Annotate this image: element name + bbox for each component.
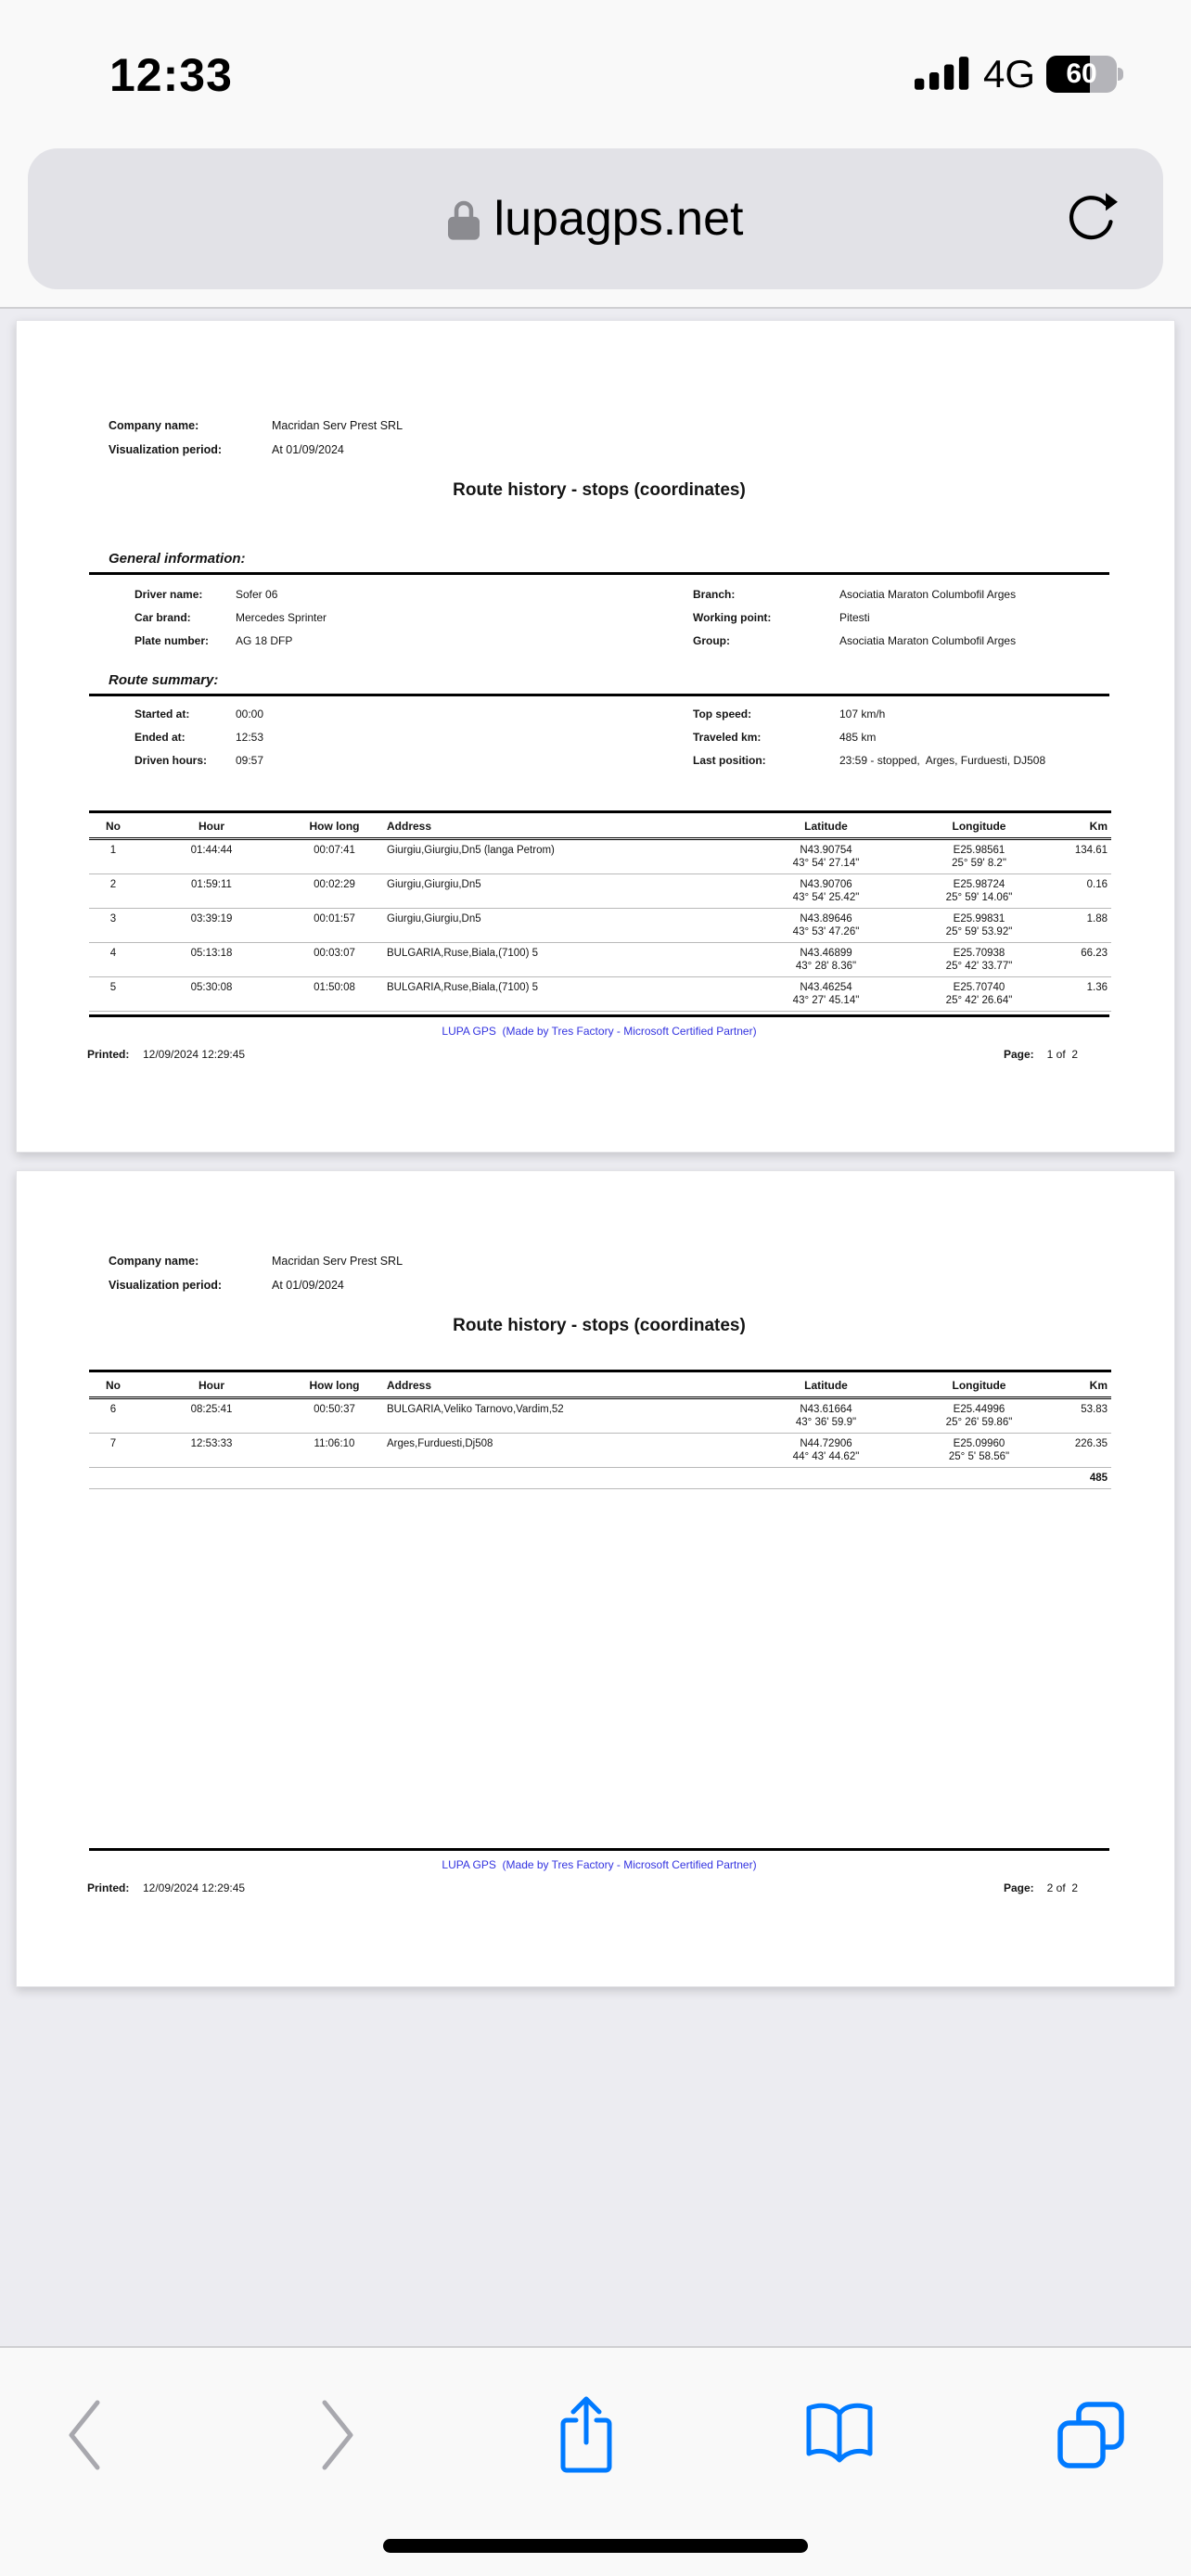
cell-longitude	[903, 909, 1056, 943]
tabs-button[interactable]	[1035, 2381, 1146, 2493]
field-value: 485 km	[839, 731, 877, 744]
lat-dms: 43° 54' 25.42"	[792, 892, 860, 903]
cell-hour: 05:30:08	[137, 977, 286, 1012]
home-indicator[interactable]	[383, 2539, 808, 2553]
cell-howlong: 00:01:57	[286, 909, 383, 943]
battery-nub	[1118, 68, 1123, 81]
lon-dms: 25° 5' 58.56"	[948, 1451, 1010, 1462]
cell-howlong: 01:50:08	[286, 977, 383, 1012]
report-page-2	[16, 1170, 1175, 1987]
battery-percent: 60	[1066, 58, 1097, 89]
cell-km: 134.61	[1056, 839, 1111, 874]
cell-no: 2	[89, 874, 137, 909]
printed-label: Printed:	[87, 1881, 130, 1894]
footer-rule	[89, 1848, 1109, 1851]
period-row	[89, 443, 1109, 467]
field-value: 23:59 - stopped, Arges, Furduesti, DJ508	[839, 754, 1046, 767]
table-header-row	[89, 1371, 1111, 1398]
info-row	[89, 588, 1109, 611]
bookmarks-button[interactable]	[784, 2381, 895, 2493]
cell-howlong: 00:07:41	[286, 839, 383, 874]
table-row	[89, 1434, 1111, 1468]
cell-latitude	[749, 874, 903, 909]
lon-decimal: E25.70740	[953, 982, 1005, 993]
table-row	[89, 1398, 1111, 1434]
field-label: Car brand:	[134, 611, 191, 624]
field-value: 12:53	[236, 731, 264, 744]
route-summary-heading: Route summary:	[109, 672, 219, 688]
cell-howlong: 11:06:10	[286, 1434, 383, 1468]
report-title: Route history - stops (coordinates)	[453, 1316, 746, 1335]
cellular-signal-icon	[915, 54, 972, 96]
field-label: Last position:	[693, 754, 766, 767]
field-label: Driven hours:	[134, 754, 208, 767]
lon-dms: 25° 59' 8.2"	[952, 858, 1006, 869]
report-page-1	[16, 320, 1175, 1153]
company-value: Macridan Serv Prest SRL	[272, 1255, 403, 1268]
field-value: 00:00	[236, 708, 264, 721]
field-label: Driver name:	[134, 588, 203, 601]
col-hour: Hour	[137, 1371, 286, 1398]
company-label: Company name:	[109, 1255, 199, 1268]
company-row	[89, 1255, 1109, 1279]
table-row	[89, 909, 1111, 943]
field-label: Plate number:	[134, 634, 210, 647]
address-bar[interactable]	[28, 148, 1163, 289]
lon-decimal: E25.98561	[953, 845, 1005, 856]
cell-longitude	[903, 943, 1056, 977]
cell-latitude	[749, 943, 903, 977]
lock-icon	[448, 198, 480, 240]
printed-value: 12/09/2024 12:29:45	[143, 1881, 246, 1894]
status-indicators	[915, 52, 1117, 96]
field-label: Top speed:	[693, 708, 752, 721]
reload-button[interactable]	[1056, 184, 1126, 254]
cell-howlong: 00:02:29	[286, 874, 383, 909]
stops-table-page2	[89, 1370, 1111, 1489]
summary-row	[89, 731, 1109, 754]
page-footer	[89, 1014, 1109, 1063]
cell-longitude	[903, 1398, 1056, 1434]
lat-decimal: N43.61664	[800, 1404, 852, 1415]
field-value: Asociatia Maraton Columbofil Arges	[839, 588, 1017, 601]
lon-dms: 25° 59' 14.06"	[945, 892, 1013, 903]
cell-longitude	[903, 839, 1056, 874]
cell-address: Giurgiu,Giurgiu,Dn5	[383, 909, 749, 943]
period-value: At 01/09/2024	[272, 1279, 344, 1292]
col-longitude: Longitude	[903, 1371, 1056, 1398]
cell-address: BULGARIA,Ruse,Biala,(7100) 5	[383, 977, 749, 1012]
lon-decimal: E25.70938	[953, 948, 1005, 959]
lat-dms: 43° 28' 8.36"	[795, 961, 857, 972]
lat-decimal: N43.89646	[800, 913, 852, 925]
col-latitude: Latitude	[749, 1371, 903, 1398]
cell-hour: 01:59:11	[137, 874, 286, 909]
printed-value: 12/09/2024 12:29:45	[143, 1048, 246, 1061]
table-total-row	[89, 1468, 1111, 1489]
col-address: Address	[383, 1371, 749, 1398]
lon-decimal: E25.98724	[953, 879, 1005, 890]
safari-top-chrome	[0, 0, 1191, 309]
lat-dms: 44° 43' 44.62"	[792, 1451, 860, 1462]
field-label: Group:	[693, 634, 730, 647]
info-row	[89, 634, 1109, 657]
lupa-gps-link[interactable]: LUPA GPS (Made by Tres Factory - Microsoft Certified Partner)	[442, 1025, 757, 1038]
field-label: Traveled km:	[693, 731, 762, 744]
col-howlong: How long	[286, 812, 383, 839]
total-km: 485	[1056, 1468, 1111, 1489]
stops-table-page1	[89, 810, 1111, 1012]
cell-no: 1	[89, 839, 137, 874]
general-info-heading: General information:	[109, 551, 246, 567]
col-km: Km	[1056, 812, 1111, 839]
rule	[89, 572, 1109, 575]
cell-longitude	[903, 1434, 1056, 1468]
field-value: Asociatia Maraton Columbofil Arges	[839, 634, 1017, 647]
summary-row	[89, 708, 1109, 731]
cell-address: BULGARIA,Veliko Tarnovo,Vardim,52	[383, 1398, 749, 1434]
lon-dms: 25° 59' 53.92"	[945, 926, 1013, 937]
period-label: Visualization period:	[109, 1279, 223, 1292]
cell-no: 5	[89, 977, 137, 1012]
forward-icon	[317, 2397, 360, 2478]
lat-decimal: N43.46899	[800, 948, 852, 959]
forward-button[interactable]	[283, 2381, 394, 2493]
col-longitude: Longitude	[903, 812, 1056, 839]
col-no: No	[89, 1371, 137, 1398]
lat-dms: 43° 53' 47.26"	[792, 926, 860, 937]
field-label: Branch:	[693, 588, 736, 601]
network-type-label: 4G	[982, 52, 1035, 96]
summary-row	[89, 754, 1109, 777]
cell-hour: 08:25:41	[137, 1398, 286, 1434]
col-hour: Hour	[137, 812, 286, 839]
cell-km: 226.35	[1056, 1434, 1111, 1468]
route-summary-grid	[89, 708, 1109, 777]
cell-longitude	[903, 977, 1056, 1012]
field-value: 09:57	[236, 754, 264, 767]
back-icon	[62, 2397, 105, 2478]
cell-km: 1.36	[1056, 977, 1111, 1012]
lat-dms: 43° 54' 27.14"	[792, 858, 860, 869]
field-value: Sofer 06	[236, 588, 278, 601]
tabs-icon	[1056, 2400, 1126, 2475]
cell-address: BULGARIA,Ruse,Biala,(7100) 5	[383, 943, 749, 977]
lon-dms: 25° 42' 33.77"	[945, 961, 1013, 972]
field-value: AG 18 DFP	[236, 634, 293, 647]
col-km: Km	[1056, 1371, 1111, 1398]
share-icon	[556, 2394, 617, 2480]
url-text: lupagps.net	[493, 192, 744, 246]
table-row	[89, 943, 1111, 977]
cell-km: 1.88	[1056, 909, 1111, 943]
cell-km: 53.83	[1056, 1398, 1111, 1434]
period-row	[89, 1279, 1109, 1303]
table-row	[89, 977, 1111, 1012]
cell-hour: 03:39:19	[137, 909, 286, 943]
cell-latitude	[749, 909, 903, 943]
footer-rule	[89, 1014, 1109, 1017]
table-row	[89, 839, 1111, 874]
rule	[89, 694, 1109, 696]
page-number: Page: 2 of 2	[1003, 1881, 1078, 1894]
field-label: Started at:	[134, 708, 190, 721]
lat-decimal: N44.72906	[800, 1438, 852, 1449]
cell-hour: 05:13:18	[137, 943, 286, 977]
period-value: At 01/09/2024	[272, 443, 344, 456]
field-label: Ended at:	[134, 731, 186, 744]
cell-latitude	[749, 977, 903, 1012]
lon-decimal: E25.99831	[953, 913, 1005, 925]
printed-label: Printed:	[87, 1048, 130, 1061]
page-footer	[89, 1848, 1109, 1896]
lat-decimal: N43.46254	[800, 982, 852, 993]
field-label: Working point:	[693, 611, 772, 624]
lat-decimal: N43.90706	[800, 879, 852, 890]
cell-hour: 12:53:33	[137, 1434, 286, 1468]
lon-dms: 25° 26' 59.86"	[945, 1417, 1013, 1428]
cell-latitude	[749, 1398, 903, 1434]
field-value: Pitesti	[839, 611, 870, 624]
cell-no: 6	[89, 1398, 137, 1434]
lon-dms: 25° 42' 26.64"	[945, 995, 1013, 1006]
lon-decimal: E25.44996	[953, 1404, 1005, 1415]
lon-decimal: E25.09960	[953, 1438, 1005, 1449]
col-latitude: Latitude	[749, 812, 903, 839]
cell-km: 66.23	[1056, 943, 1111, 977]
cell-hour: 01:44:44	[137, 839, 286, 874]
field-value: 107 km/h	[839, 708, 886, 721]
share-button[interactable]	[531, 2381, 642, 2493]
table-header-row	[89, 812, 1111, 839]
cell-no: 3	[89, 909, 137, 943]
cell-address: Arges,Furduesti,Dj508	[383, 1434, 749, 1468]
back-button[interactable]	[28, 2381, 139, 2493]
period-label: Visualization period:	[109, 443, 223, 456]
battery-icon	[1046, 56, 1117, 93]
lat-dms: 43° 27' 45.14"	[792, 995, 860, 1006]
page-number: Page: 1 of 2	[1003, 1048, 1078, 1061]
general-info-grid	[89, 588, 1109, 657]
field-value: Mercedes Sprinter	[236, 611, 327, 624]
cell-latitude	[749, 1434, 903, 1468]
lat-dms: 43° 36' 59.9"	[795, 1417, 857, 1428]
company-label: Company name:	[109, 419, 199, 432]
col-no: No	[89, 812, 137, 839]
cell-no: 4	[89, 943, 137, 977]
company-value: Macridan Serv Prest SRL	[272, 419, 403, 432]
cell-address: Giurgiu,Giurgiu,Dn5 (langa Petrom)	[383, 839, 749, 874]
report-title: Route history - stops (coordinates)	[453, 480, 746, 500]
cell-howlong: 00:03:07	[286, 943, 383, 977]
cell-no: 7	[89, 1434, 137, 1468]
col-address: Address	[383, 812, 749, 839]
cell-longitude	[903, 874, 1056, 909]
status-time: 12:33	[109, 49, 233, 101]
cell-howlong: 00:50:37	[286, 1398, 383, 1434]
info-row	[89, 611, 1109, 634]
bookmarks-icon	[802, 2403, 877, 2472]
lat-decimal: N43.90754	[800, 845, 852, 856]
cell-address: Giurgiu,Giurgiu,Dn5	[383, 874, 749, 909]
cell-latitude	[749, 839, 903, 874]
table-row	[89, 874, 1111, 909]
company-row	[89, 419, 1109, 443]
col-howlong: How long	[286, 1371, 383, 1398]
lupa-gps-link[interactable]: LUPA GPS (Made by Tres Factory - Microsoft Certified Partner)	[442, 1858, 757, 1871]
cell-km: 0.16	[1056, 874, 1111, 909]
